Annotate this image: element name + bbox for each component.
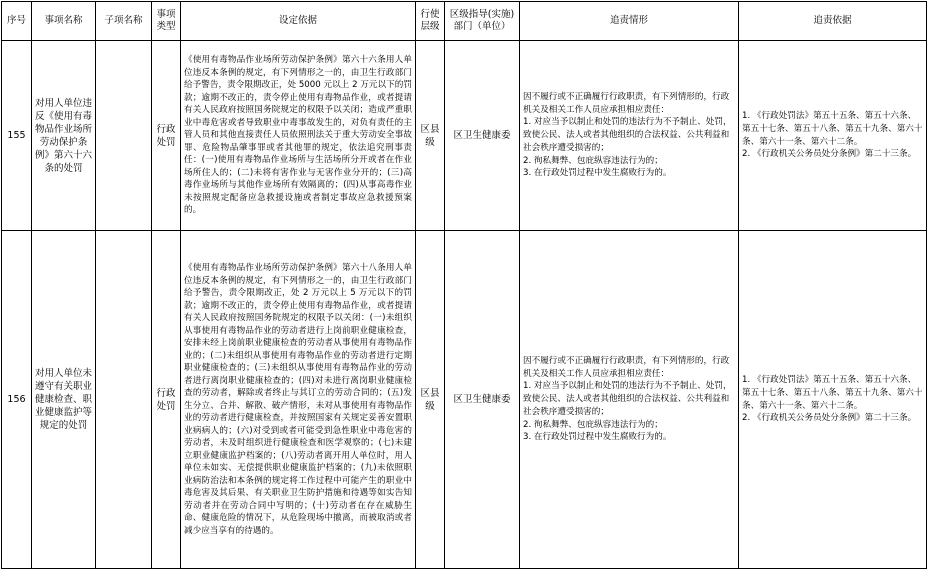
header-accountability: 追责依据: [739, 2, 927, 41]
row-accountability: [739, 41, 927, 231]
row-item-type: 行政处罚: [152, 41, 181, 231]
row-level: 区县级: [416, 231, 445, 569]
accountability-item: 2. 《行政机关公务员处分条例》第二十三条。: [742, 149, 917, 160]
row-level: 区县级: [416, 41, 445, 231]
row-sub-item: [96, 41, 152, 231]
row-item-name: 对用人单位未遵守有关职业健康检查、职业健康监护等规定的处罚: [32, 231, 96, 569]
row-dept: 区卫生健康委: [445, 41, 520, 231]
row-basis: 《使用有毒物品作业场所劳动保护条例》第六十六条用人单位违反本条例的规定，有下列情形之一的，由卫生行政部门给予警告，责令限期改正，处 5000 元以上 2 万元以下的罚款；逾期不改正的，责令停止使用有毒物品作业，或者提请有关人民政府按照国务院规定的权限予以关闭；造成严重职业中毒危害或者导致职业中毒事故发生的，对负有责任的主管人员和其他直接责任人员依照刑法关于重大劳动安全事故罪、危险物品肇事罪或者其他罪的规定，依法追究刑事责任：(一)使用有毒物品作业场所与生活场所分开或者在作业场所住人的；(二)未将有害作业与无害作业分开的；(三)高毒作业场所与其他作业场所有效隔离的；(四)从事高毒作业未按照规定配备应急救援设施或者制定事故应急救援预案的。: [181, 41, 416, 231]
header-item-type: 事项类型: [152, 2, 181, 41]
row-situation: [520, 231, 739, 569]
header-situation: 追责情形: [520, 2, 739, 41]
situation-item: 3. 在行政处罚过程中发生腐败行为的。: [523, 168, 672, 179]
row-basis: 《使用有毒物品作业场所劳动保护条例》第六十八条用人单位违反本条例的规定，有下列情形之一的，由卫生行政部门给予警告，责令限期改正，处 2 万元以上 5 万元以下的罚款；逾期不改正的，责令停止使用有毒物品作业，或者提请有关人民政府按照国务院规定的权限予以关闭：(一)未组织从事使用有毒物品作业的劳动者进行上岗前职业健康检查，安排未经上岗前职业健康检查的劳动者从事使用有毒物品作业的；(二)未组织从事使用有毒物品作业的劳动者进行定期职业健康检查的；(三)未组织从事使用有毒物品作业的劳动者进行离岗职业健康检查的；(四)对未进行离岗职业健康检查的劳动者，解除或者终止与其订立的劳动合同的；(五)发生分立、合并、解散、破产情形，未对从事使用有毒物品作业的劳动者进行健康检查，并按照国家有关规定妥善安置职业病病人的；(六)对受到或者可能受到急性职业中毒危害的劳动者，未及时组织进行健康检查和医学观察的；(七)未建立职业健康监护档案的；(八)劳动者离开用人单位时，用人单位未如实、无偿提供职业健康监护档案的；(九)未依照职业病防治法和本条例的规定将工作过程中可能产生的职业中毒危害及其后果、有关职业卫生防护措施和待遇等如实告知劳动者并在劳动合同中写明的；(十)劳动者在存在威胁生命、健康危险的情况下，从危险现场中撤离，而被取消或者减少应当享有的待遇的。: [181, 231, 416, 569]
accountability-table: [1, 1, 927, 569]
accountability-item: 2. 《行政机关公务员处分条例》第二十三条。: [742, 413, 917, 424]
situation-item: 2. 徇私舞弊、包庇纵容违法行为的；: [523, 419, 663, 430]
row-accountability: [739, 231, 927, 569]
row-item-type: 行政处罚: [152, 231, 181, 569]
table-row: [2, 41, 927, 231]
situation-item: 2. 徇私舞弊、包庇纵容违法行为的；: [523, 155, 663, 166]
row-seq: 156: [2, 231, 32, 569]
situation-item: 1. 对应当予以制止和处罚的违法行为不予制止、处罚，致使公民、法人或者其他组织的合法权益、公共利益和社会秩序遭受损害的；: [523, 117, 732, 153]
row-situation: [520, 41, 739, 231]
situation-intro: 因不履行或不正确履行行政职责，有下列情形的，行政机关及相关工作人员应承担相应责任：: [523, 355, 730, 379]
header-dept: 区级指导(实施)部门（单位）: [445, 2, 520, 41]
situation-item: 3. 在行政处罚过程中发生腐败行为的。: [523, 432, 672, 443]
header-level: 行使层级: [416, 2, 445, 41]
accountability-item: 1. 《行政处罚法》第五十五条、第五十六条、第五十七条、第五十八条、第五十九条、第六十条、第六十一条、第六十二条。: [742, 110, 923, 147]
row-dept: 区卫生健康委: [445, 231, 520, 569]
header-item-name: 事项名称: [32, 2, 96, 41]
header-row: [2, 2, 927, 41]
situation-intro: 因不履行或不正确履行行政职责，有下列情形的，行政机关及相关工作人员应承担相应责任：: [523, 91, 730, 115]
header-basis: 设定依据: [181, 2, 416, 41]
table-row: [2, 231, 927, 569]
row-seq: 155: [2, 41, 32, 231]
header-sub-item: 子项名称: [96, 2, 152, 41]
row-sub-item: [96, 231, 152, 569]
row-item-name: 对用人单位违反《使用有毒物品作业场所劳动保护条例》第六十六条的处罚: [32, 41, 96, 231]
accountability-item: 1. 《行政处罚法》第五十五条、第五十六条、第五十七条、第五十八条、第五十九条、第六十条、第六十一条、第六十二条。: [742, 374, 923, 411]
header-seq: 序号: [2, 2, 32, 41]
situation-item: 1. 对应当予以制止和处罚的违法行为不予制止、处罚，致使公民、法人或者其他组织的合法权益、公共利益和社会秩序遭受损害的；: [523, 381, 732, 417]
